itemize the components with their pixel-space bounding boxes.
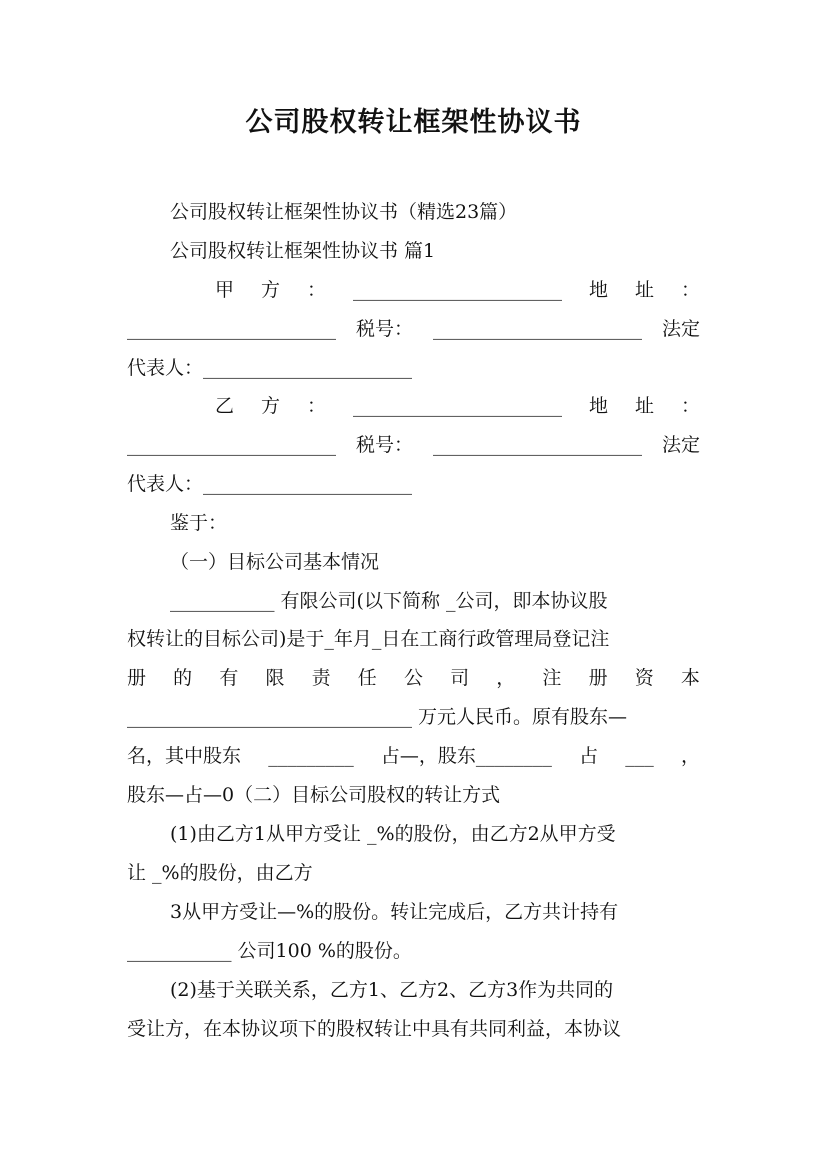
text: 册 [588, 667, 608, 689]
blank: ______________________ [127, 318, 336, 340]
paragraph-line: 股东—占—0（二）目标公司股权的转让方式 [127, 784, 501, 806]
text: 址 [634, 395, 654, 417]
text: 有 [219, 667, 239, 689]
text: 占—，股东________ [380, 745, 552, 767]
text: 名，其中股东 [127, 745, 242, 767]
text: 乙 [215, 395, 235, 417]
paragraph-line: 受让方，在本协议项下的股权转让中具有共同利益，本协议 [127, 1018, 622, 1040]
text: 司 [450, 667, 470, 689]
text: ： [680, 279, 700, 301]
party-b-line-3: 代表人：______________________ [127, 473, 413, 495]
document-title: 公司股权转让框架性协议书 [245, 107, 582, 138]
text: 址 [634, 279, 654, 301]
blank: ______________________ [432, 434, 642, 456]
text: 法定 [661, 434, 700, 456]
text: 地 [588, 395, 608, 417]
text: 甲 [215, 279, 235, 301]
text: 税号： [355, 318, 413, 340]
paragraph-line: 3从甲方受让—%的股份。转让完成后，乙方共计持有 [170, 901, 619, 923]
section-heading: 公司股权转让框架性协议书 篇1 [170, 240, 436, 262]
text: ， [496, 667, 516, 689]
subtitle-line: 公司股权转让框架性协议书（精选23篇） [170, 201, 518, 223]
text: 册 [127, 667, 147, 689]
text: 注 [542, 667, 562, 689]
paragraph-line: (1)由乙方1从甲方受让 _%的股份，由乙方2从甲方受 [170, 823, 616, 845]
text: 法定 [661, 318, 700, 340]
paragraph-line: ___________ 有限公司(以下简称 _公司，即本协议股 [170, 590, 608, 612]
party-a-line-2 [127, 317, 700, 341]
blank: _________ [268, 745, 354, 767]
text: 方 [261, 395, 281, 417]
section-heading: （一）目标公司基本情况 [170, 551, 380, 573]
text: 责 [311, 667, 331, 689]
text: 地 [588, 279, 608, 301]
paragraph-line: (2)基于关联关系，乙方1、乙方2、乙方3作为共同的 [170, 979, 614, 1001]
text: 资 [634, 667, 654, 689]
text: ： [307, 279, 327, 301]
party-b-line-2 [127, 433, 700, 457]
text: ： [307, 395, 327, 417]
blank: ___ [625, 745, 654, 767]
text: 本 [680, 667, 700, 689]
text: ， [680, 745, 700, 767]
party-a-line-3: 代表人：______________________ [127, 357, 413, 379]
paragraph-line [127, 744, 700, 768]
paragraph-line [127, 666, 700, 690]
text: 限 [265, 667, 285, 689]
text: 任 [357, 667, 377, 689]
party-a-line [215, 278, 700, 302]
whereas-label: 鉴于： [170, 512, 228, 534]
blank: ______________________ [353, 395, 562, 417]
text: ： [680, 395, 700, 417]
blank: ______________________ [127, 434, 336, 456]
text: 公 [403, 667, 423, 689]
blank: ______________________ [432, 318, 642, 340]
text: 的 [173, 667, 193, 689]
text: 税号： [355, 434, 413, 456]
paragraph-line: ___________ 公司100 %的股份。 [127, 940, 412, 962]
paragraph-line: 让 _%的股份，由乙方 [127, 862, 313, 884]
text: 占 [579, 745, 599, 767]
paragraph-line: 权转让的目标公司)是于_年月_日在工商行政管理局登记注 [127, 628, 610, 650]
text: 方 [261, 279, 281, 301]
blank: ______________________ [353, 279, 562, 301]
paragraph-line: ______________________________ 万元人民币。原有股东— [127, 706, 628, 728]
party-b-line [215, 394, 700, 418]
